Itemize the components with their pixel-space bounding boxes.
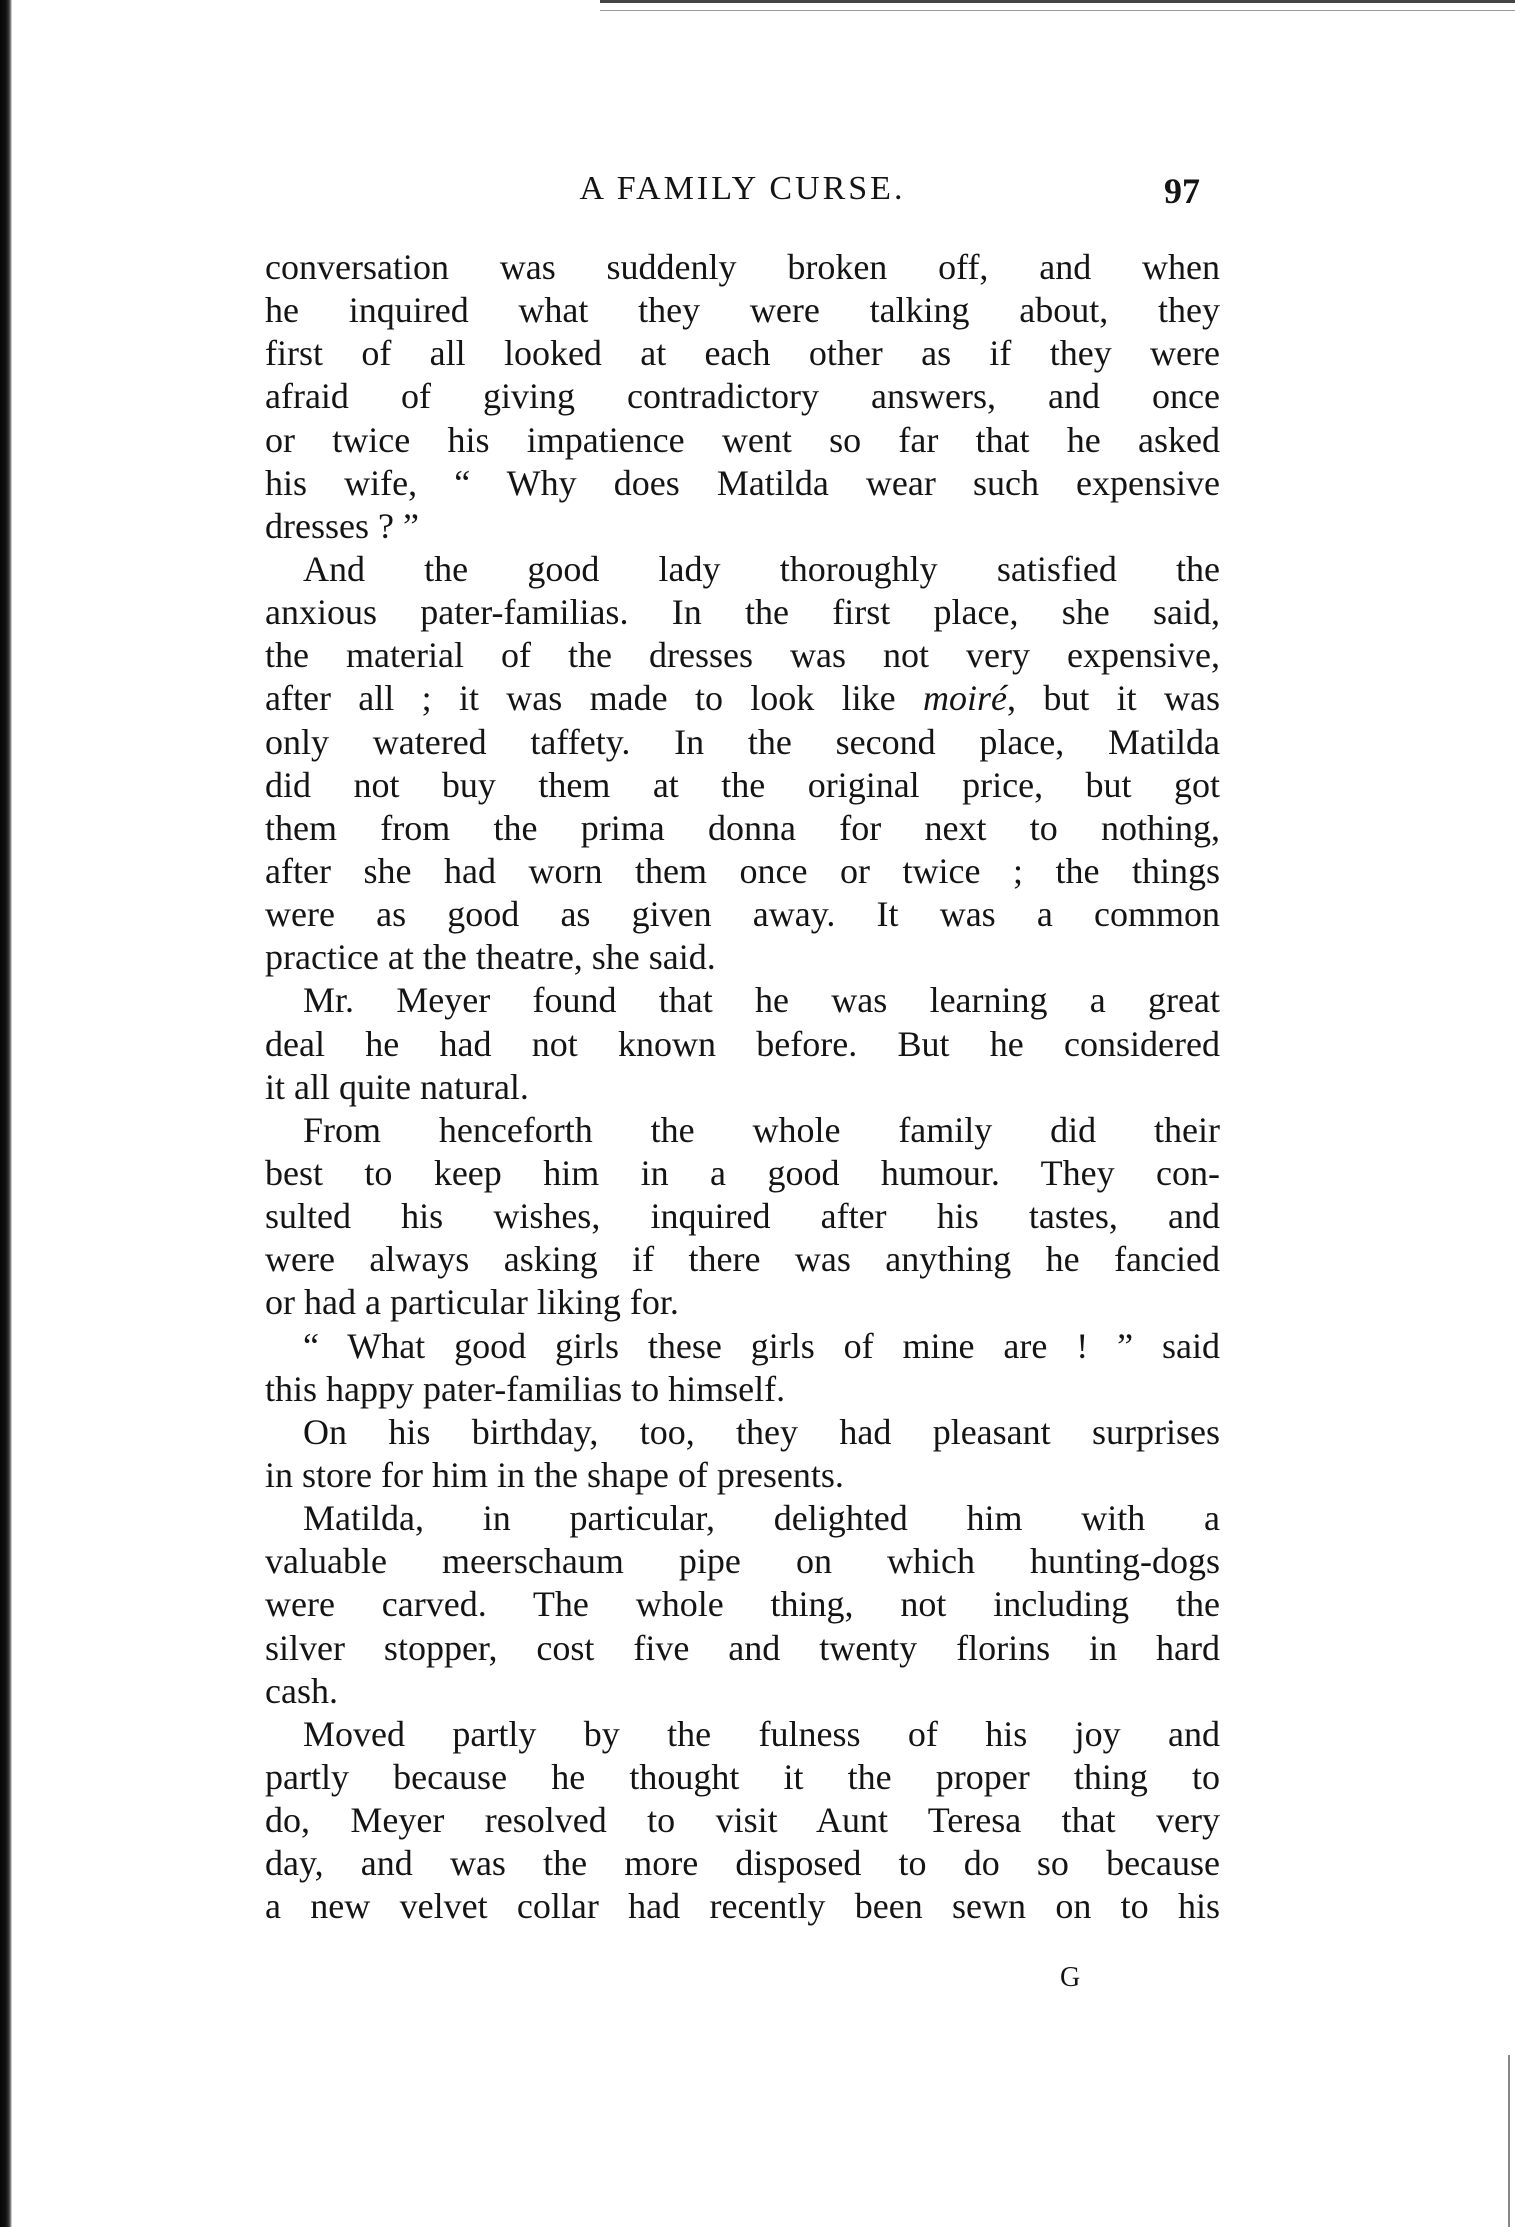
text-line: cash.: [265, 1670, 338, 1711]
text-line: it all quite natural.: [265, 1066, 529, 1107]
text-line: silver stopper, cost five and twenty florins in hard: [265, 1627, 1220, 1668]
text-line: he inquired what they were talking about, they: [265, 290, 1220, 331]
text-line: were as good as given away. It was a common: [265, 894, 1220, 935]
text-line: valuable meerschaum pipe on which hunting-dogs: [265, 1541, 1220, 1582]
text-line: or twice his impatience went so far that he asked: [265, 419, 1220, 460]
text-line: in store for him in the shape of presents.: [265, 1454, 844, 1495]
text-line: afraid of giving contradictory answers, and once: [265, 376, 1220, 417]
text-line: dresses ? ”: [265, 505, 419, 546]
printer-signature-mark: G: [1060, 1962, 1081, 1993]
text-line: anxious pater-familias. In the first place, she said,: [265, 592, 1220, 633]
body-text: [265, 246, 1220, 1928]
text-line: after she had worn them once or twice ; the things: [265, 850, 1220, 891]
text-line: after all ; it was made to look like moiré, but it was: [265, 678, 1220, 719]
text-line: conversation was suddenly broken off, and when: [265, 247, 1220, 287]
text-line: sulted his wishes, inquired after his tastes, and: [265, 1196, 1220, 1237]
text-line: the material of the dresses was not very expensive,: [265, 635, 1220, 676]
text-line: or had a particular liking for.: [265, 1282, 679, 1323]
text-line: best to keep him in a good humour. They con-: [265, 1152, 1220, 1193]
text-line: And the good lady thoroughly satisfied the: [303, 548, 1220, 589]
italic-word: moiré: [922, 678, 1007, 719]
text-line: deal he had not known before. But he considered: [265, 1023, 1220, 1064]
top-edge-rule: [600, 0, 1515, 3]
text-line: day, and was the more disposed to do so because: [265, 1843, 1220, 1884]
running-header: [265, 164, 1220, 214]
right-page-edge: [1508, 2055, 1510, 2227]
text-line: Matilda, in particular, delighted him with a: [303, 1498, 1220, 1539]
running-title: A FAMILY CURSE.: [579, 170, 906, 207]
text-line: partly because he thought it the proper thing to: [265, 1756, 1220, 1797]
text-line: Mr. Meyer found that he was learning a great: [303, 980, 1220, 1021]
text-line: From henceforth the whole family did their: [303, 1109, 1220, 1150]
book-binding-edge: [0, 0, 12, 2227]
text-line: “ What good girls these girls of mine are ! ” said: [303, 1325, 1220, 1366]
text-line: his wife, “ Why does Matilda wear such expensive: [265, 462, 1220, 503]
text-line: did not buy them at the original price, but got: [265, 764, 1220, 805]
text-line: On his birthday, too, they had pleasant surprises: [303, 1411, 1220, 1452]
text-line: Moved partly by the fulness of his joy and: [303, 1713, 1220, 1754]
text-line: were always asking if there was anything he fancied: [265, 1239, 1220, 1280]
text-line: this happy pater-familias to himself.: [265, 1368, 786, 1409]
text-line: a new velvet collar had recently been sewn on to his: [265, 1886, 1220, 1927]
text-line: practice at the theatre, she said.: [265, 937, 716, 978]
text-line: only watered taffety. In the second place, Matilda: [265, 721, 1220, 762]
top-edge-thin-rule: [600, 10, 1515, 11]
text-line: them from the prima donna for next to nothing,: [265, 807, 1220, 848]
text-line: do, Meyer resolved to visit Aunt Teresa that very: [265, 1800, 1220, 1841]
page-number: 97: [1164, 171, 1200, 211]
text-line: first of all looked at each other as if they were: [265, 333, 1220, 374]
text-line: were carved. The whole thing, not including the: [265, 1584, 1220, 1625]
